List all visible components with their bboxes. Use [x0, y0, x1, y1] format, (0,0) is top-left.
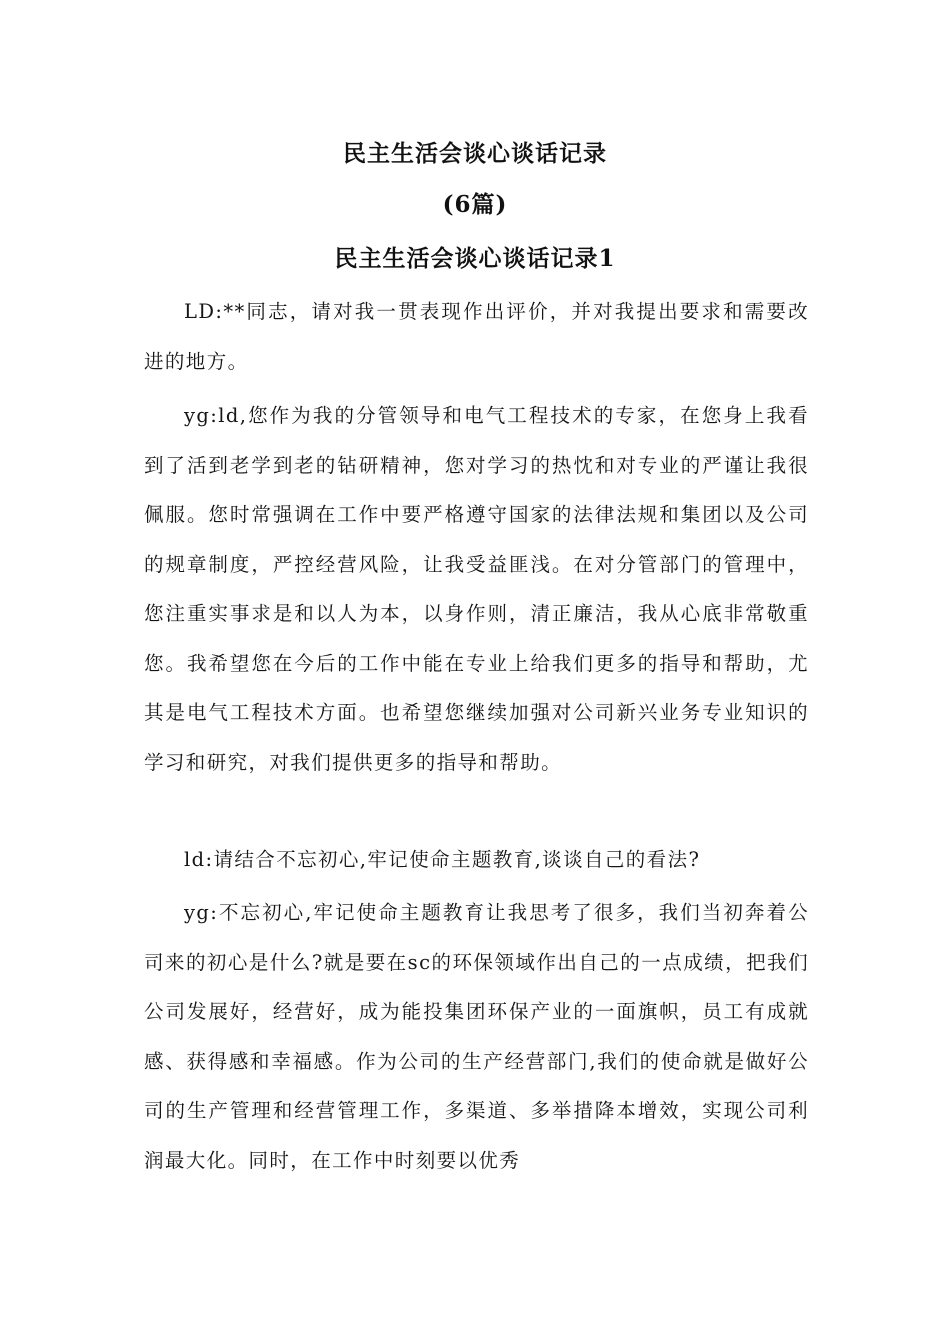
paragraph-ld-question: ld:请结合不忘初心,牢记使命主题教育,谈谈自己的看法?	[184, 848, 701, 871]
paragraph-yg-evaluation: yg:ld,您作为我的分管领导和电气工程技术的专家，在您身上我看到了活到老学到老的钻研精神，您对学习的热忱和对专业的严谨让我很佩服。您时常强调在工作中要严格遵守国家的法律法规和集团以及公司的规章制度，严控经营风险，让我受益匪浅。在对分管部门的管理中，您注重实事求是和以人为本，以身作则，清正廉洁，我从心底非常敬重您。我希望您在今后的工作中能在专业上给我们更多的指导和帮助，尤其是电气工程技术方面。也希望您继续加强对公司新兴业务专业知识的学习和研究，对我们提供更多的指导和帮助。	[144, 404, 809, 774]
paragraph-ld-request: LD:**同志，请对我一贯表现作出评价，并对我提出要求和需要改进的地方。	[144, 300, 809, 373]
section-title: 民主生活会谈心谈话记录1	[334, 245, 616, 272]
document-title: 民主生活会谈心谈话记录	[343, 140, 607, 167]
paragraph-yg-answer: yg:不忘初心,牢记使命主题教育让我思考了很多，我们当初奔着公司来的初心是什么?就是要在sc的环保领域作出自己的一点成绩，把我们公司发展好，经营好，成为能投集团环保产业的一面旗帜，员工有成就感、获得感和幸福感。作为公司的生产经营部门,我们的使命就是做好公司的生产管理和经营管理工作，多渠道、多举措降本增效，实现公司利润最大化。同时，在工作中时刻要以优秀	[144, 901, 809, 1172]
document-subtitle: (6篇)	[442, 191, 508, 218]
